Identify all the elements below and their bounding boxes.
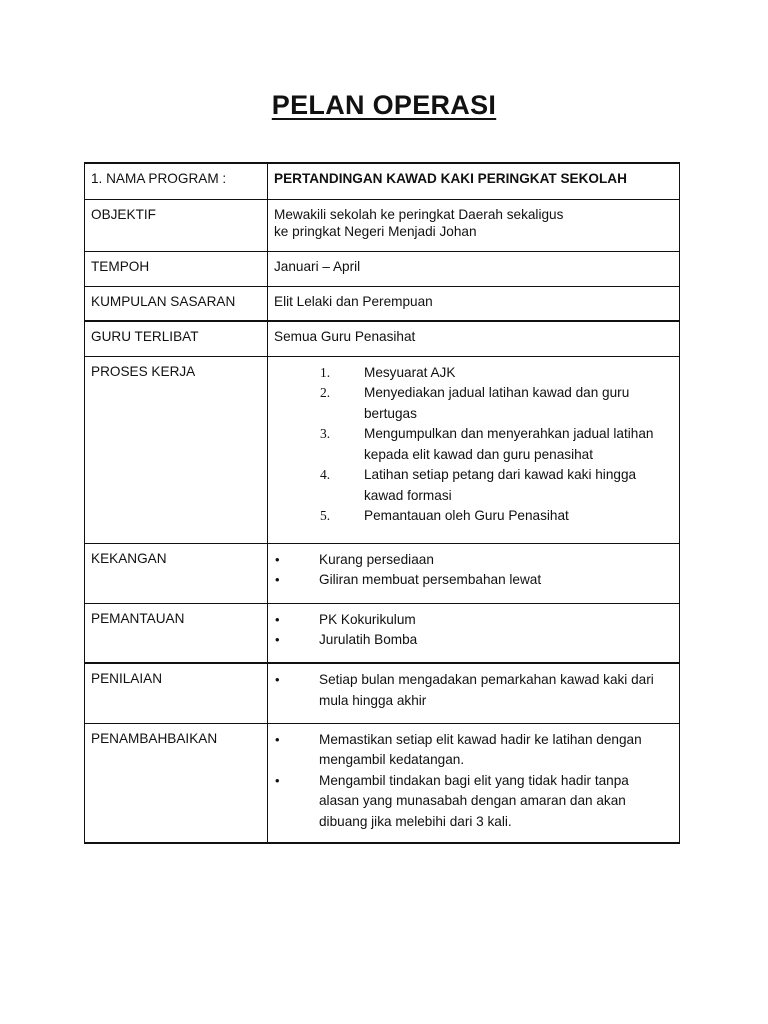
list-item [274, 383, 673, 424]
list-item [274, 550, 673, 571]
item-text: Setiap bulan mengadakan pemarkahan kawad kaki dari [319, 672, 654, 687]
list-item [274, 771, 673, 833]
item-text: Mengumpulkan dan menyerahkan jadual latihan [364, 426, 654, 441]
table-row-sasaran [85, 286, 680, 321]
page-title [0, 90, 768, 121]
item-number: 1. [320, 364, 331, 380]
item-number: 2. [320, 385, 331, 400]
list-item [274, 363, 673, 384]
table-row-kekangan [85, 543, 680, 603]
table-row-proses [85, 356, 680, 543]
item-text: Giliran membuat persembahan lewat [319, 572, 542, 587]
table-row-penambahbaikan [85, 723, 680, 843]
item-text: Memastikan setiap elit kawad hadir ke latihan dengan [319, 731, 642, 747]
item-text: bertugas [364, 405, 417, 421]
row-label: TEMPOH [85, 251, 268, 286]
row-label: GURU TERLIBAT [85, 321, 268, 356]
value-line: Mewakili sekolah ke peringkat Daerah sekaligus [274, 206, 564, 222]
row-value [268, 356, 680, 543]
table-row-program [85, 163, 680, 199]
row-value [268, 663, 680, 723]
item-text: Pemantauan oleh Guru Penasihat [364, 508, 569, 523]
list-item [274, 630, 673, 651]
table-row-penilaian [85, 663, 680, 723]
item-text: Latihan setiap petang dari kawad kaki hingga [364, 467, 637, 482]
operation-plan-table [84, 162, 680, 844]
row-label: PENAMBAHBAIKAN [85, 723, 268, 843]
row-value: PERTANDINGAN KAWAD KAKI PERINGKAT SEKOLAH [268, 163, 680, 199]
row-value [268, 543, 680, 603]
row-value [268, 723, 680, 843]
list-item [274, 670, 673, 711]
item-text: Jurulatih Bomba [319, 632, 418, 647]
row-label: 1. NAMA PROGRAM : [85, 163, 268, 199]
row-value: Elit Lelaki dan Perempuan [268, 286, 680, 321]
row-value: Semua Guru Penasihat [268, 321, 680, 356]
table-row-tempoh [85, 251, 680, 286]
row-label: KUMPULAN SASARAN [85, 286, 268, 321]
list-item [274, 610, 673, 631]
item-text: mula hingga akhir [319, 692, 427, 708]
item-text: kepada elit kawad dan guru penasihat [364, 446, 593, 462]
list-item [274, 424, 673, 465]
process-list [274, 363, 673, 527]
item-text: dibuang jika melebihi dari 3 kali. [319, 813, 512, 829]
bullet-icon: • [275, 611, 280, 627]
list-item [274, 506, 673, 527]
item-text: Mengambil tindakan bagi elit yang tidak hadir tanpa [319, 772, 629, 788]
list-item [274, 730, 673, 771]
row-value [268, 603, 680, 663]
row-value [268, 199, 680, 251]
item-text: mengambil kedatangan. [319, 752, 465, 767]
row-label: KEKANGAN [85, 543, 268, 603]
item-text: Mesyuarat AJK [364, 364, 456, 380]
bullet-icon: • [275, 572, 280, 587]
list-item [274, 570, 673, 591]
row-label: PROSES KERJA [85, 356, 268, 543]
bullet-icon: • [275, 731, 280, 747]
row-label: PEMANTAUAN [85, 603, 268, 663]
list-item [274, 465, 673, 506]
row-label: PENILAIAN [85, 663, 268, 723]
bullet-icon: • [275, 632, 280, 647]
bullet-icon: • [275, 551, 280, 567]
table-row-pemantauan [85, 603, 680, 663]
improvement-list [274, 730, 673, 833]
value-line: ke pringkat Negeri Menjadi Johan [274, 223, 477, 239]
bullet-icon: • [275, 772, 280, 788]
item-text: Menyediakan jadual latihan kawad dan guru [364, 385, 630, 400]
item-text: kawad formasi [364, 487, 452, 503]
page-title-text: PELAN OPERASI [271, 90, 497, 120]
evaluation-list [274, 670, 673, 711]
item-text: Kurang persediaan [319, 551, 434, 567]
item-text: PK Kokurikulum [319, 611, 416, 627]
item-number: 4. [320, 467, 331, 482]
table-row-guru [85, 321, 680, 356]
row-label: OBJEKTIF [85, 199, 268, 251]
constraint-list [274, 550, 673, 591]
item-number: 5. [320, 508, 331, 523]
item-number: 3. [320, 426, 331, 441]
table-row-objektif [85, 199, 680, 251]
monitoring-list [274, 610, 673, 651]
item-text: alasan yang munasabah dengan amaran dan akan [319, 793, 626, 808]
bullet-icon: • [275, 672, 280, 687]
row-value: Januari – April [268, 251, 680, 286]
